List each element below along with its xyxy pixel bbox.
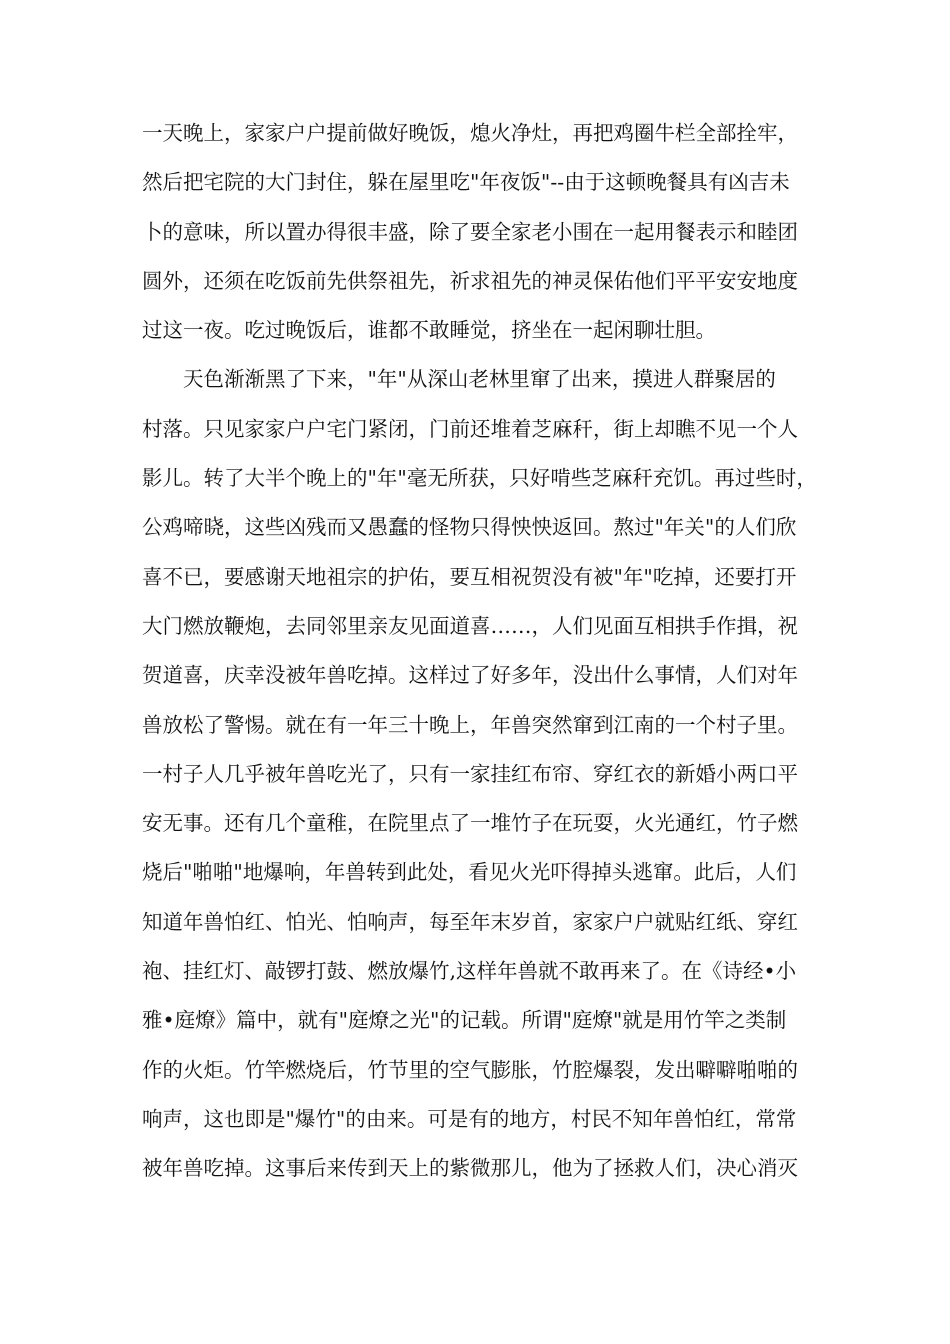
text-line: 圆外，还须在吃饭前先供祭祖先，祈求祖先的神灵保佑他们平平安安地度 xyxy=(142,268,798,293)
text-line: 村落。只见家家户户宅门紧闭，门前还堆着芝麻秆，街上却瞧不见一个人 xyxy=(142,416,798,441)
text-line: 卜的意味，所以置办得很丰盛，除了要全家老小围在一起用餐表示和睦团 xyxy=(142,219,798,244)
text-line: 袍、挂红灯、敲锣打鼓、燃放爆竹,这样年兽就不敢再来了。在《诗经•小 xyxy=(142,959,797,984)
paragraph-2 xyxy=(142,355,832,1193)
text-line: 烧后"啪啪"地爆响，年兽转到此处，看见火光吓得掉头逃窜。此后，人们 xyxy=(142,860,797,885)
text-line: 作的火炬。竹竿燃烧后，竹节里的空气膨胀，竹腔爆裂，发出噼噼啪啪的 xyxy=(142,1057,798,1082)
text-line: 兽放松了警惕。就在有一年三十晚上，年兽突然窜到江南的一个村子里。 xyxy=(142,712,798,737)
text-line: 被年兽吃掉。这事后来传到天上的紫微那儿，他为了拯救人们，决心消灭 xyxy=(142,1156,798,1181)
text-line: 影儿。转了大半个晚上的"年"毫无所获，只好啃些芝麻秆充饥。再过些时， xyxy=(142,466,817,491)
body-text xyxy=(142,109,832,1194)
text-line: 贺道喜，庆幸没被年兽吃掉。这样过了好多年，没出什么事情，人们对年 xyxy=(142,663,798,688)
text-line: 公鸡啼晓，这些凶残而又愚蠢的怪物只得怏怏返回。熬过"年关"的人们欣 xyxy=(142,515,797,540)
text-line: 一天晚上，家家户户提前做好晚饭，熄火净灶，再把鸡圈牛栏全部拴牢， xyxy=(142,121,798,145)
text-line: 然后把宅院的大门封住，躲在屋里吃"年夜饭"--由于这顿晚餐具有凶吉未 xyxy=(142,170,790,195)
text-line: 喜不已，要感谢天地祖宗的护佑，要互相祝贺没有被"年"吃掉，还要打开 xyxy=(142,564,797,589)
text-line: 大门燃放鞭炮，去同邻里亲友见面道喜……，人们见面互相拱手作揖，祝 xyxy=(142,613,798,638)
text-line: 一村子人几乎被年兽吃光了，只有一家挂红布帘、穿红衣的新婚小两口平 xyxy=(142,761,798,786)
text-line: 知道年兽怕红、怕光、怕响声，每至年末岁首，家家户户就贴红纸、穿红 xyxy=(142,909,798,934)
text-line: 响声，这也即是"爆竹"的由来。可是有的地方，村民不知年兽怕红，常常 xyxy=(142,1106,797,1131)
text-line: 安无事。还有几个童稚，在院里点了一堆竹子在玩耍，火光通红，竹子燃 xyxy=(142,811,798,836)
text-line: 天色渐渐黑了下来，"年"从深山老林里窜了出来，摸进人群聚居的 xyxy=(183,367,776,392)
text-line: 雅•庭燎》篇中，就有"庭燎之光"的记载。所谓"庭燎"就是用竹竿之类制 xyxy=(142,1008,787,1033)
paragraph-1 xyxy=(142,109,832,355)
text-line: 过这一夜。吃过晚饭后，谁都不敢睡觉，挤坐在一起闲聊壮胆。 xyxy=(142,318,716,343)
